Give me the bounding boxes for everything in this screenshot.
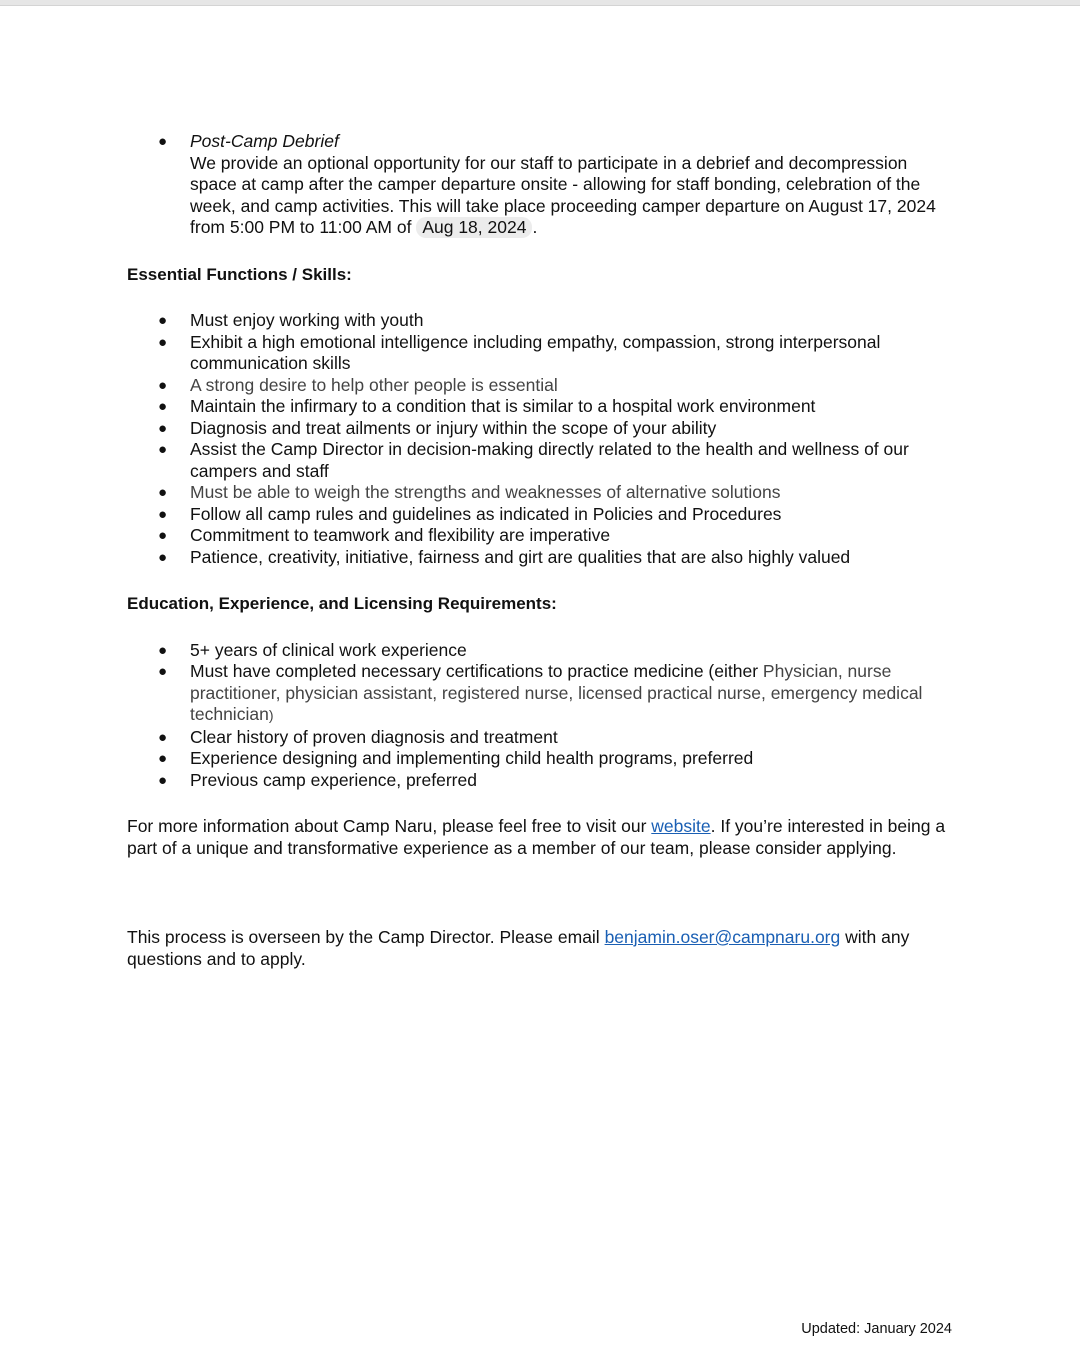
list-item-text: A strong desire to help other people is essential <box>190 374 558 395</box>
bullet-icon: ● <box>158 441 168 458</box>
bullet-icon: ● <box>158 641 168 659</box>
list-item-text: Must enjoy working with youth <box>190 310 424 330</box>
list-item-text: 5+ years of clinical work experience <box>190 639 467 660</box>
essential-list <box>127 310 957 568</box>
list-item-text: Must be able to weigh the strengths and weaknesses of alternative solutions <box>190 482 781 502</box>
list-item-text: Previous camp experience, preferred <box>190 769 477 790</box>
date-chip[interactable]: Aug 18, 2024 <box>416 217 532 238</box>
bullet-icon: ● <box>158 133 168 150</box>
debrief-end: . <box>532 217 538 237</box>
list-item <box>127 375 957 397</box>
bullet-icon: ● <box>158 398 168 415</box>
bullet-icon: ● <box>158 376 168 394</box>
page-top-border <box>0 0 1080 6</box>
bullet-icon: ● <box>158 419 168 437</box>
bullet-icon: ● <box>158 527 168 544</box>
info-text: For more information about Camp Naru, please feel free to visit our <box>127 816 647 836</box>
list-item <box>127 727 957 749</box>
certification-list-text: Physician, nurse practitioner, physician assistant, registered nurse, licensed practical nurse, emergency medical technician <box>190 661 923 724</box>
list-item-text: Maintain the infirmary to a condition that is similar to a hospital work environment <box>190 396 816 416</box>
bullet-icon: ● <box>158 663 168 680</box>
info-text-after: . If you’re interested in being a part of a unique and transformative experience as a member of our team, please consider applying. <box>127 816 946 858</box>
list-item <box>127 770 957 792</box>
list-item <box>127 482 957 504</box>
bullet-icon: ● <box>158 728 168 746</box>
list-item-text: Experience designing and implementing child health programs, preferred <box>190 748 754 768</box>
list-item-text: Clear history of proven diagnosis and treatment <box>190 726 558 747</box>
website-link[interactable]: website <box>651 816 711 836</box>
list-item <box>127 310 957 332</box>
contact-text-after: with any questions and to apply. <box>127 927 910 969</box>
list-item-text: Must have completed necessary certifications to practice medicine (either <box>190 661 759 681</box>
list-item <box>127 504 957 526</box>
education-list <box>127 640 957 792</box>
bullet-icon: ● <box>158 548 168 566</box>
essential-heading: Essential Functions / Skills: <box>127 264 352 284</box>
list-item <box>127 547 957 569</box>
debrief-body: We provide an optional opportunity for our staff to participate in a debrief and decompression space at camp after the camper departure onsite - allowing for staff bonding, celebration of the week, and camp activities. This will take place proceeding camper departure on August 17, 2024 from 5:00 PM to 11:00 AM of <box>190 152 936 237</box>
bullet-icon: ● <box>158 771 168 789</box>
list-item <box>127 439 957 482</box>
debrief-list <box>127 131 957 239</box>
closing-paren: ) <box>268 707 274 723</box>
list-item <box>127 640 957 662</box>
document-body <box>127 131 957 970</box>
education-heading: Education, Experience, and Licensing Requirements: <box>127 594 557 613</box>
bullet-icon: ● <box>158 312 168 329</box>
list-item <box>127 418 957 440</box>
email-link[interactable]: benjamin.oser@campnaru.org <box>604 927 841 947</box>
list-item-text: Patience, creativity, initiative, fairness and girt are qualities that are also highly valued <box>190 546 851 567</box>
bullet-icon: ● <box>158 333 168 351</box>
updated-footer: Updated: January 2024 <box>801 1321 952 1337</box>
list-item <box>127 332 957 375</box>
list-item-text: Diagnosis and treat ailments or injury within the scope of your ability <box>190 417 717 438</box>
list-item-text: Follow all camp rules and guidelines as indicated in Policies and Procedures <box>190 503 782 524</box>
debrief-title: Post-Camp Debrief <box>190 131 339 151</box>
list-item-text: Assist the Camp Director in decision-making directly related to the health and wellness of our campers and staff <box>190 439 909 481</box>
list-item <box>127 661 957 727</box>
list-item <box>127 748 957 770</box>
list-item-text: Commitment to teamwork and flexibility are imperative <box>190 525 611 545</box>
info-paragraph <box>127 816 957 859</box>
contact-text: This process is overseen by the Camp Director. Please email <box>127 927 600 947</box>
bullet-icon: ● <box>158 484 168 501</box>
contact-paragraph <box>127 927 957 970</box>
list-item <box>127 396 957 418</box>
list-item <box>127 525 957 547</box>
list-item-text: Exhibit a high emotional intelligence including empathy, compassion, strong interpersonal communication skills <box>190 331 881 373</box>
list-item <box>127 131 957 239</box>
bullet-icon: ● <box>158 505 168 523</box>
bullet-icon: ● <box>158 750 168 767</box>
